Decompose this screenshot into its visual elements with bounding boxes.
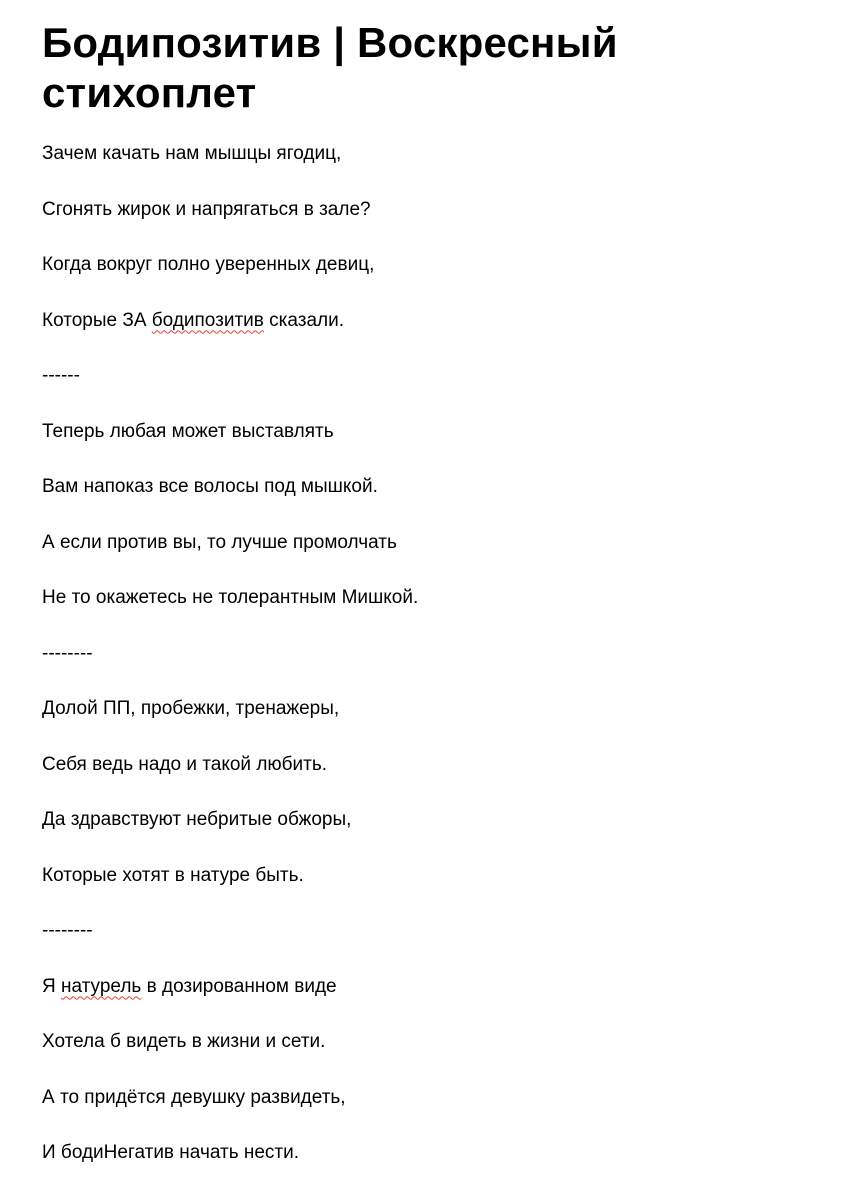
poem-line: Хотела б видеть в жизни и сети. bbox=[42, 1031, 326, 1052]
poem-line: Да здравствуют небритые обжоры, bbox=[42, 809, 352, 830]
poem-line bbox=[42, 975, 822, 1031]
poem-line: Себя ведь надо и такой любить. bbox=[42, 753, 328, 775]
poem-line: Долой ПП, пробежки, тренажеры, bbox=[42, 698, 340, 719]
poem-line: Зачем качать нам мышцы ягодиц, bbox=[42, 143, 342, 164]
misspelled-word[interactable]: бодипозитив bbox=[151, 309, 264, 331]
stanza-divider: -------- bbox=[42, 642, 93, 664]
poem-line: А то придётся девушку развидеть, bbox=[42, 1086, 346, 1108]
stanza-divider: -------- bbox=[42, 920, 93, 941]
poem-line bbox=[42, 309, 822, 365]
poem-line-text: в дозированном виде bbox=[141, 975, 337, 997]
document-page bbox=[42, 18, 822, 1197]
poem-line: Которые хотят в натуре быть. bbox=[42, 864, 304, 886]
poem-line-text: Я bbox=[42, 975, 61, 997]
poem-line: А если против вы, то лучше промолчать bbox=[42, 531, 397, 553]
poem-line: Не то окажетесь не толерантным Мишкой. bbox=[42, 587, 419, 608]
poem-body bbox=[42, 142, 822, 1197]
poem-line: Сгонять жирок и напрягаться в зале? bbox=[42, 198, 371, 220]
poem-line: Вам напоказ все волосы под мышкой. bbox=[42, 476, 378, 497]
misspelled-word[interactable]: натурель bbox=[61, 975, 142, 997]
stanza-divider: ------ bbox=[42, 365, 80, 386]
poem-line: Когда вокруг полно уверенных девиц, bbox=[42, 254, 375, 275]
poem-line-text: сказали. bbox=[263, 309, 345, 331]
page-title: Бодипозитив | Воскресный стихоплет bbox=[42, 19, 618, 116]
poem-line-text: Которые ЗА bbox=[42, 309, 152, 331]
poem-line: Теперь любая может выставлять bbox=[42, 420, 334, 442]
poem-line: И бодиНегатив начать нести. bbox=[42, 1142, 300, 1163]
